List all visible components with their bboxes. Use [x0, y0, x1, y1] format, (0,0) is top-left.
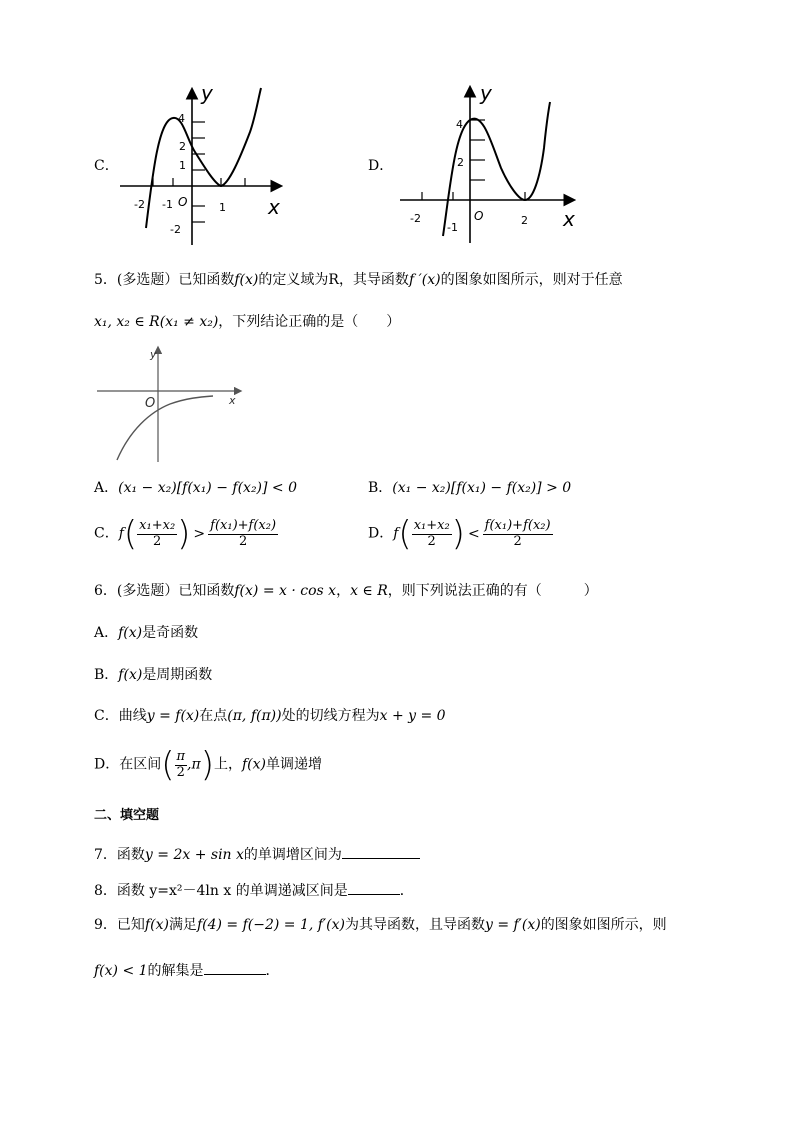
graph-c-y-label: y — [201, 81, 213, 105]
graph-d-tick-neg2: -2 — [410, 212, 421, 225]
q6-option-d: D．在区间( $\frac{\pi}{2}$ ,π)上，f(x)单调递增 — [94, 745, 322, 785]
option-d-label: D． — [368, 158, 394, 174]
graph-c-tick-neg2: -2 — [134, 198, 145, 211]
q6-option-b: B．f(x)是周期函数 — [94, 667, 213, 683]
q5-graph-x-label: x — [229, 394, 236, 407]
q5-derivative-graph — [95, 342, 250, 464]
q8-answer-blank[interactable] — [348, 880, 400, 895]
q5-stem-line2: x₁, x₂ ∈ R(x₁ ≠ x₂)，下列结论正确的是（ ） — [94, 314, 401, 330]
q5-option-a: A．(x₁ − x₂)[f(x₁) − f(x₂)] < 0 — [94, 480, 298, 496]
graph-d-x-label: x — [563, 207, 575, 231]
q9-line2: f(x) < 1的解集是 ． — [94, 960, 280, 980]
section-title-fill-in: 二、填空题 — [94, 808, 160, 823]
q5-stem-line1: 5．(多选题）已知函数f(x)的定义域为R，其导函数f ′(x)的图象如图所示，则对于任意 — [94, 272, 623, 288]
q9-answer-blank[interactable] — [204, 960, 266, 975]
graph-d-tick-neg1: -1 — [447, 221, 458, 234]
q7: 7．函数y = 2x + sin x的单调增区间为 — [94, 844, 420, 864]
q5-option-c: C．f( $\frac{\text{x₁+x₂}}{2}$ ) > $\frac{\text{f(x₁)+f(x₂)}}{2}$ — [94, 514, 277, 554]
graph-c-x-label: x — [268, 195, 280, 219]
graph-d-tick-pos2: 2 — [521, 214, 528, 227]
graph-c — [115, 80, 290, 250]
q6-option-c: C．曲线y = f(x)在点(π, f(π))处的切线方程为x + y = 0 — [94, 708, 446, 724]
graph-d-origin: O — [474, 209, 484, 223]
graph-c-tick-4: 4 — [178, 112, 185, 125]
q5-graph-y-label: y — [150, 348, 157, 361]
graph-c-tick-1: 1 — [179, 159, 186, 172]
graph-d — [395, 78, 590, 248]
graph-d-tick-2: 2 — [457, 156, 464, 169]
q5-option-d: D．f( $\frac{\text{x₁+x₂}}{2}$ ) < $\frac{\text{f(x₁)+f(x₂)}}{2}$ — [368, 514, 551, 554]
q7-answer-blank[interactable] — [342, 844, 420, 859]
q5-option-b: B．(x₁ − x₂)[f(x₁) − f(x₂)] > 0 — [368, 480, 572, 496]
q8: 8．函数 y=x²－4ln x 的单调递减区间是 ． — [94, 880, 414, 900]
q9-line1: 9．已知f(x)满足f(4) = f(−2) = 1, f′(x)为其导函数，且导函数y = f′(x)的图象如图所示，则 — [94, 917, 667, 933]
q6-option-a: A．f(x)是奇函数 — [94, 625, 199, 641]
option-c-label: C． — [94, 158, 119, 174]
graph-c-origin: O — [178, 195, 188, 209]
graph-c-tick-neg1: -1 — [162, 198, 173, 211]
graph-d-tick-4: 4 — [456, 118, 463, 131]
q5-graph-origin: O — [145, 396, 156, 411]
graph-c-tick-2: 2 — [179, 140, 186, 153]
graph-c-tick-y-neg2: -2 — [170, 223, 181, 236]
graph-c-tick-pos1: 1 — [219, 201, 226, 214]
q6-stem: 6．(多选题）已知函数f(x) = x · cos x，x ∈ R，则下列说法正确的有（ ） — [94, 583, 598, 599]
graph-d-y-label: y — [480, 81, 492, 105]
